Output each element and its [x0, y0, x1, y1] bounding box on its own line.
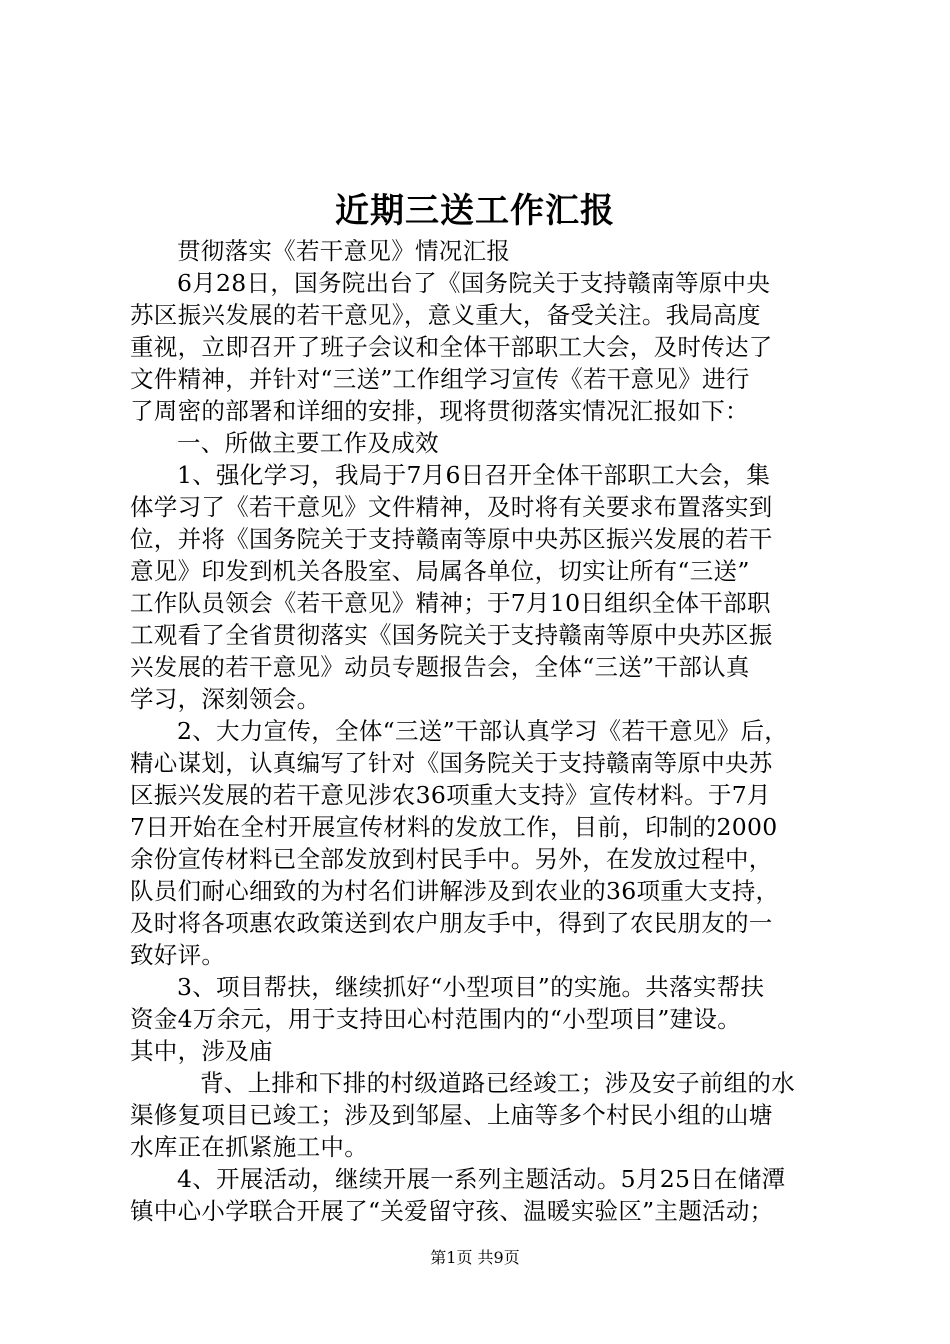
- paragraph-line: 资金4万余元，用于支持田心村范围内的“小型项目”建设。: [130, 1005, 742, 1033]
- paragraph-line: 体学习了《若干意见》文件精神，及时将有关要求布置落实到: [130, 493, 773, 521]
- document-body: [130, 235, 830, 1227]
- paragraph-line: 7日开始在全村开展宣传材料的发放工作，目前，印制的2000: [130, 813, 778, 841]
- paragraph-line: 6月28日，国务院出台了《国务院关于支持赣南等原中央: [177, 269, 771, 297]
- paragraph-line: 意见》印发到机关各股室、局属各单位，切实让所有“三送”: [130, 557, 750, 585]
- paragraph-line: 学习，深刻领会。: [130, 685, 321, 713]
- page-number-footer: 第1页 共9页: [430, 1248, 520, 1267]
- paragraph-line: 兴发展的若干意见》动员专题报告会，全体“三送”干部认真: [130, 653, 750, 681]
- paragraph-line: 苏区振兴发展的若干意见》，意义重大，备受关注。我局高度: [130, 301, 761, 329]
- paragraph-line: 背、上排和下排的村级道路已经竣工；涉及安子前组的水: [200, 1069, 795, 1097]
- paragraph-line: 余份宣传材料已全部发放到村民手中。另外，在发放过程中，: [130, 845, 773, 873]
- paragraph-line: 镇中心小学联合开展了“关爱留守孩、温暖实验区”主题活动；: [130, 1197, 774, 1225]
- paragraph-line: 精心谋划，认真编写了针对《国务院关于支持赣南等原中央苏: [130, 749, 773, 777]
- page-title: 近期三送工作汇报: [335, 191, 615, 231]
- paragraph-line: 2、大力宣传，全体“三送”干部认真学习《若干意见》后，: [177, 717, 789, 745]
- paragraph-line: 队员们耐心细致的为村名们讲解涉及到农业的36项重大支持，: [130, 877, 780, 905]
- paragraph-line: 3、项目帮扶，继续抓好“小型项目”的实施。共落实帮扶: [177, 973, 765, 1001]
- paragraph-line: 水库正在抓紧施工中。: [130, 1133, 368, 1161]
- paragraph-line: 了周密的部署和详细的安排，现将贯彻落实情况汇报如下：: [130, 397, 749, 425]
- paragraph-line: 其中，涉及庙: [130, 1037, 273, 1065]
- paragraph-line: 工观看了全省贯彻落实《国务院关于支持赣南等原中央苏区振: [130, 621, 773, 649]
- section-heading: 一、所做主要工作及成效: [177, 429, 439, 457]
- paragraph-line: 1、强化学习，我局于7月6日召开全体干部职工大会，集: [177, 461, 771, 489]
- subtitle-line: 贯彻落实《若干意见》情况汇报: [177, 237, 511, 265]
- paragraph-line: 文件精神，并针对“三送”工作组学习宣传《若干意见》进行: [130, 365, 750, 393]
- paragraph-line: 4、开展活动，继续开展一系列主题活动。5月25日在储潭: [177, 1165, 786, 1193]
- paragraph-line: 渠修复项目已竣工；涉及到邹屋、上庙等多个村民小组的山塘: [130, 1101, 773, 1129]
- paragraph-line: 位，并将《国务院关于支持赣南等原中央苏区振兴发展的若干: [130, 525, 773, 553]
- paragraph-line: 重视，立即召开了班子会议和全体干部职工大会，及时传达了: [130, 333, 773, 361]
- paragraph-line: 及时将各项惠农政策送到农户朋友手中，得到了农民朋友的一: [130, 909, 773, 937]
- paragraph-line: 区振兴发展的若干意见涉农36项重大支持》宣传材料。于7月: [130, 781, 771, 809]
- paragraph-line: 工作队员领会《若干意见》精神；于7月10日组织全体干部职: [130, 589, 771, 617]
- paragraph-line: 致好评。: [130, 941, 226, 969]
